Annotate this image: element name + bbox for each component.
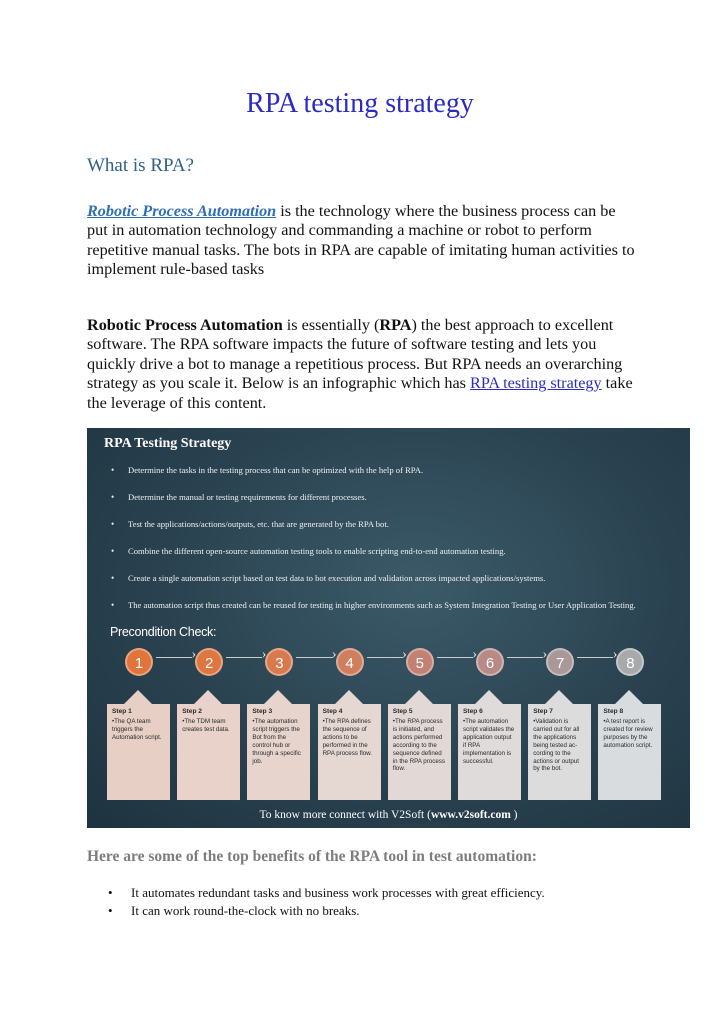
- precondition-check-label: Precondition Check:: [110, 625, 217, 639]
- step-6-circle: 6: [476, 648, 504, 676]
- rpa-testing-strategy-link[interactable]: RPA testing strategy: [470, 374, 602, 393]
- benefit-item: • It automates redundant tasks and business work processes with great efficiency.: [106, 885, 545, 903]
- step-card-text: •The RPA defines the sequence of actions to be performed in the RPA process flow.: [322, 718, 372, 757]
- intro-paragraph-text: is the technology where the business process can be put in automation technology and commanding a machine or robot to perform repetitive manual tasks. The bots in RPA are capable of imitating human activities to implement rule-based tasks: [87, 202, 635, 279]
- step-5-circle: 5: [406, 648, 434, 676]
- approach-paragraph: [87, 316, 639, 413]
- step-card-title: Step 6: [463, 708, 483, 715]
- infographic-footer: [87, 809, 690, 821]
- step-arrow: [296, 657, 332, 668]
- step-7-circle: 7: [546, 648, 574, 676]
- step-circles-row: [87, 648, 690, 678]
- page-title: RPA testing strategy: [246, 88, 474, 119]
- step-card-text: •The automation script validates the application output if RPA implementation is successful.: [463, 718, 515, 765]
- step-arrow: [577, 657, 613, 668]
- step-8-circle: 8: [616, 648, 644, 676]
- step-card-title: Step 8: [603, 708, 624, 715]
- step-8-card: [598, 704, 661, 800]
- intro-paragraph: [87, 202, 639, 280]
- footer-text: To know more connect with V2Soft (: [259, 809, 431, 821]
- step-card-text: •The RPA process is initiated, and actions performed according to the sequence defined in the RPA process flow.: [392, 718, 445, 773]
- step-card-pointer: [264, 690, 292, 704]
- step-1-circle: 1: [125, 648, 153, 676]
- approach-text-2: ) the best approach to excellent software. The RPA software impacts the future of software testing and lets you quickly drive a bot to manage a repetitious process. But RPA needs an overarching strategy as you scale it. Below is an infographic which has: [87, 316, 623, 393]
- step-card-title: Step 5: [392, 708, 413, 715]
- step-3-circle: 3: [265, 648, 293, 676]
- approach-text-3: take the leverage of this content.: [87, 374, 633, 412]
- bold-term-rpa: RPA: [379, 316, 412, 334]
- step-card-title: Step 1: [112, 708, 132, 715]
- infographic-bullet-list: [109, 464, 684, 626]
- step-card-text: •A test report is created for review purposes by the automation script.: [603, 718, 653, 749]
- step-card-pointer: [475, 690, 503, 704]
- step-card-text: •Validation is carried out for all the applications being tested ac- cording to the actions or output by the bot.: [533, 718, 580, 773]
- rpa-infographic: [87, 428, 690, 828]
- step-card-pointer: [194, 690, 222, 704]
- footer-url: www.v2soft.com: [430, 809, 511, 821]
- infographic-bullet: • Create a single automation script based on test data to bot execution and validation across impacted applications/systems.: [109, 572, 684, 599]
- step-2-card: [177, 704, 240, 800]
- benefits-heading: Here are some of the top benefits of the RPA tool in test automation:: [87, 848, 537, 865]
- benefit-item: • It can work round-the-clock with no breaks.: [106, 903, 545, 921]
- step-card-pointer: [615, 690, 643, 704]
- step-4-circle: 4: [336, 648, 364, 676]
- step-card-pointer: [124, 690, 152, 704]
- step-card-title: Step 2: [182, 708, 202, 715]
- step-card-title: Step 7: [533, 708, 553, 715]
- step-card-title: Step 4: [322, 708, 343, 715]
- step-card-title: Step 3: [252, 708, 273, 715]
- infographic-title: RPA Testing Strategy: [104, 436, 232, 451]
- infographic-bullet: • The automation script thus created can be reused for testing in higher environments such as System Integration Testing or User Application Testing.: [109, 599, 684, 626]
- step-card-text: •The QA team triggers the Automation script.: [112, 718, 162, 741]
- step-card-pointer: [405, 690, 433, 704]
- infographic-bullet: • Determine the tasks in the testing process that can be optimized with the help of RPA.: [109, 464, 684, 491]
- footer-end: ): [510, 809, 518, 821]
- step-3-card: [247, 704, 310, 800]
- step-arrow: [367, 657, 403, 668]
- step-4-card: [318, 704, 381, 800]
- step-arrow: [507, 657, 543, 668]
- robotic-process-automation-link[interactable]: Robotic Process Automation: [87, 202, 277, 220]
- approach-text-1: is essentially (: [282, 316, 380, 334]
- step-6-card: [458, 704, 521, 800]
- step-card-text: •The automation script triggers the Bot from the control hub or through a specific job.: [252, 718, 301, 765]
- step-arrow: [226, 657, 262, 668]
- step-5-card: [388, 704, 451, 800]
- bold-term-rpa-full: Robotic Process Automation: [87, 316, 283, 334]
- step-1-card: [107, 704, 170, 800]
- step-card-pointer: [335, 690, 363, 704]
- step-card-pointer: [545, 690, 573, 704]
- infographic-bullet: • Test the applications/actions/outputs, etc. that are generated by the RPA bot.: [109, 518, 684, 545]
- section-heading-what-is-rpa: What is RPA?: [87, 155, 194, 176]
- infographic-bullet: • Determine the manual or testing requirements for different processes.: [109, 491, 684, 518]
- step-2-circle: 2: [195, 648, 223, 676]
- infographic-bullet: • Combine the different open-source automation testing tools to enable scripting end-to-end automation testing.: [109, 545, 684, 572]
- step-7-card: [528, 704, 591, 800]
- step-card-text: •The TDM team creates test data.: [182, 718, 230, 733]
- step-arrow: [156, 657, 192, 668]
- benefits-list: [106, 885, 545, 920]
- step-arrow: [437, 657, 473, 668]
